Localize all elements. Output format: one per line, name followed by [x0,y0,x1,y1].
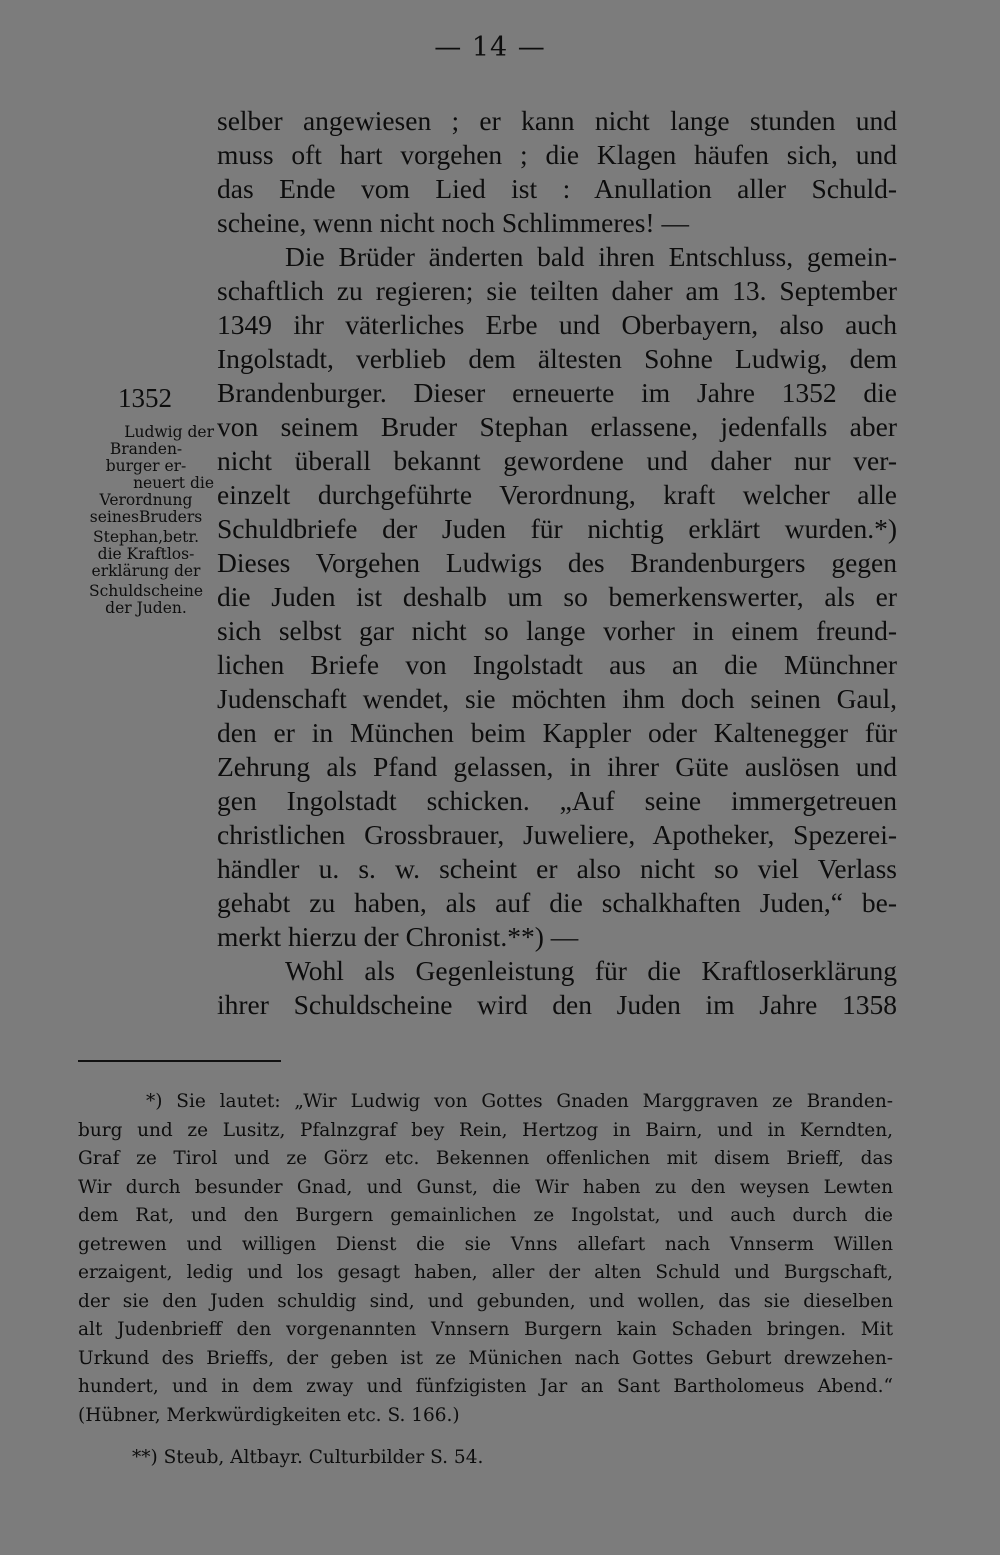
body-line: Brandenburger. Dieser erneuerte im Jahre 1352 die [217,377,897,408]
body-line: lichen Briefe von Ingolstadt aus an die Münchner [217,649,897,680]
body-line: den er in München beim Kappler oder Kaltenegger für [217,717,897,748]
marginal-note-line: Schuldscheine [88,582,204,600]
body-line: christlichen Grossbrauer, Juweliere, Apotheker, Spezerei- [217,819,897,850]
marginal-note-line: Ludwig der [124,423,214,441]
body-line: Schuldbriefe der Juden für nichtig erklärt wurden.*) [217,513,897,544]
footnote-line: dem Rat, und den Burgern gemainlichen ze Ingolstat, und auch durch die [78,1205,893,1226]
body-line: die Juden ist deshalb um so bemerkenswerter, als er [217,581,897,612]
marginal-note [78,424,214,617]
marginal-note-line: der Juden. [105,599,187,617]
main-text-block [217,104,897,1022]
body-line: ihrer Schuldscheine wird den Juden im Jahre 1358 [217,989,897,1020]
footnote-2: **) Steub, Altbayr. Culturbilder S. 54. [132,1447,484,1468]
footnote-line: *) Sie lautet: „Wir Ludwig von Gottes Gnaden Marggraven ze Branden- [146,1091,893,1112]
footnote-line: der sie den Juden schuldig sind, und gebunden, und wollen, das sie dieselben [78,1290,893,1312]
body-line: schaftlich zu regieren; sie teilten daher am 13. September [217,275,897,306]
body-line: merkt hierzu der Chronist.**) — [217,921,579,952]
marginal-note-line: Verordnung [99,491,193,509]
body-line: Wohl als Gegenleistung für die Kraftloserklärung [285,955,897,986]
body-line: händler u. s. w. scheint er also nicht so viel Verlass [217,853,897,884]
page-number: — 14 — [434,32,546,63]
marginal-note-line: burger er- [105,457,187,475]
body-line: von seinem Bruder Stephan erlassene, jedenfalls aber [217,411,897,442]
body-line: Ingolstadt, verblieb dem ältesten Sohne Ludwig, dem [217,343,897,374]
body-line: Dieses Vorgehen Ludwigs des Brandenburgers gegen [217,547,897,578]
footnote-divider [78,1060,281,1062]
margin-year: 1352 [118,383,172,413]
body-line: sich selbst gar nicht so lange vorher in einem freund- [217,615,897,646]
marginal-note-line: neuert die [133,474,214,492]
body-line: muss oft hart vorgehen ; die Klagen häufen sich, und [217,139,897,170]
body-line: nicht überall bekannt gewordene und daher nur ver- [217,445,897,476]
marginal-note-line: erklärung der [91,562,201,580]
marginal-note-line: seinesBruders [89,508,203,526]
marginal-note-line: die Kraftlos- [97,545,195,563]
body-line: Judenschaft wendet, sie möchten ihm doch seinen Gaul, [217,683,897,714]
body-line: Zehrung als Pfand gelassen, in ihrer Güte auslösen und [217,751,897,782]
footnote-line: (Hübner, Merkwürdigkeiten etc. S. 166.) [78,1404,460,1426]
body-line: gen Ingolstadt schicken. „Auf seine immergetreuen [217,785,897,816]
footnote-line: Urkund des Brieffs, der geben ist ze Münichen nach Gottes Geburt drewzehen- [78,1347,893,1369]
footnotes [78,1088,893,1473]
body-line: Die Brüder änderten bald ihren Entschluss, gemein- [285,241,897,272]
body-line: scheine, wenn nicht noch Schlimmeres! — [217,207,689,238]
footnote-line: erzaigent, ledig und los gesagt haben, aller der alten Schuld und Burgschaft, [78,1262,893,1283]
marginal-note-line: Stephan,betr. [92,528,200,546]
body-line: das Ende vom Lied ist : Anullation aller Schuld- [217,173,897,204]
footnote-line: alt Judenbrieff den vorgenannten Vnnsern Burgern kain Schaden bringen. Mit [78,1319,893,1340]
body-line: 1349 ihr väterliches Erbe und Oberbayern, also auch [217,309,897,340]
footnote-line: Wir durch besunder Gnad, und Gunst, die Wir haben zu den weysen Lewten [78,1176,893,1198]
body-line: selber angewiesen ; er kann nicht lange stunden und [217,105,897,136]
footnote-line: Graf ze Tirol und ze Görz etc. Bekennen offenlichen mit disem Brieff, das [78,1148,893,1169]
footnote-line: burg und ze Lusitz, Pfalnzgraf bey Rein, Hertzog in Bairn, und in Kerndten, [78,1119,893,1141]
footnote-line: hundert, und in dem zway und fünfzigisten Jar an Sant Bartholomeus Abend.“ [78,1376,893,1397]
body-line: gehabt zu haben, als auf die schalkhaften Juden,“ be- [217,887,897,918]
footnote-line: getrewen und willigen Dienst die sie Vnns allefart nach Vnnserm Willen [78,1233,893,1255]
marginal-note-line: Branden- [109,440,183,458]
body-line: einzelt durchgeführte Verordnung, kraft welcher alle [217,479,897,510]
